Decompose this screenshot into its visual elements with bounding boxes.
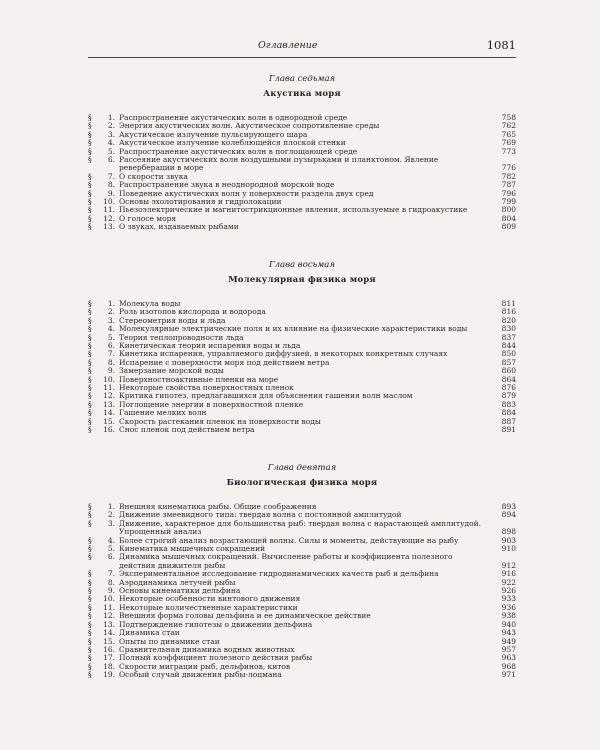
entry-page: 758 (501, 113, 516, 122)
entry-title: Пьезоэлектрические и магнитострикционные явления, используемые в гидроакустике (119, 205, 468, 215)
section-sign: § (88, 155, 92, 165)
entry-title: Распространение звука в неоднородной морской воде (119, 180, 335, 190)
entry-number: 18. (103, 661, 115, 671)
entry-title: Особый случай движения рыбы-лоцмана (119, 670, 282, 680)
chapter-title: Биологическая физика моря (226, 478, 378, 488)
entry-title: Динамика стаи (119, 628, 180, 638)
entry-number: 11. (103, 205, 115, 215)
entry-page: 963 (501, 653, 516, 663)
chapter-nine (88, 463, 516, 680)
entry-page: 949 (501, 636, 516, 646)
entry-page: 968 (501, 661, 516, 671)
entry-page: 837 (501, 332, 516, 342)
entry-number: 11. (103, 383, 115, 393)
entry-number: 1. (107, 299, 115, 308)
chapter-heading: Глава восьмая (268, 260, 336, 270)
section-sign: § (88, 315, 92, 325)
entry-page: 883 (501, 399, 516, 409)
entry-title: Снос пленок под действием ветра (119, 425, 255, 435)
entry-number: 8. (107, 357, 115, 367)
section-sign: § (88, 399, 92, 409)
entry-title: Подтверждение гипотезы о движении дельфина (119, 619, 313, 629)
entry-number: 13. (103, 399, 115, 409)
entry-page: 936 (501, 602, 516, 612)
toc-list (88, 503, 516, 680)
entry-title: Основы эхолотирования и гидролокации (119, 197, 282, 207)
section-sign: § (88, 602, 92, 612)
section-sign: § (88, 121, 92, 131)
entry-number: 16. (103, 644, 115, 654)
section-sign: § (88, 586, 92, 596)
chapter-heading: Глава седьмая (268, 74, 336, 84)
entry-page: 769 (501, 138, 516, 148)
entry-number: 10. (103, 594, 115, 604)
section-sign: § (88, 366, 92, 376)
section-sign: § (88, 357, 92, 367)
entry-title: О звуках, издаваемых рыбами (119, 222, 239, 232)
entry-page: 887 (501, 416, 516, 426)
section-sign: § (88, 636, 92, 646)
chapter-eight (88, 260, 516, 435)
section-sign: § (88, 628, 92, 638)
section-sign: § (88, 408, 92, 418)
entry-title: Кинетическая теория испарения воды и льда (119, 341, 301, 351)
entry-number: 3. (107, 518, 115, 528)
section-sign: § (88, 222, 92, 232)
entry-title: Кинетика испарения, управляемого диффузией, в некоторых конкретных случаях (119, 349, 448, 359)
entry-page: 922 (501, 577, 516, 587)
entry-page: 894 (501, 510, 516, 520)
section-sign: § (88, 205, 92, 215)
entry-page: 811 (501, 299, 516, 308)
chapter-title: Акустика моря (263, 89, 341, 99)
section-sign: § (88, 349, 92, 359)
entry-number: 3. (107, 315, 115, 325)
toc-list (88, 300, 516, 435)
section-sign: § (88, 518, 92, 528)
entry-number: 5. (107, 146, 115, 156)
section-sign: § (88, 383, 92, 393)
entry-title: Распространение акустических волн в однородной среде (119, 113, 348, 122)
entry-title: Кинематика мышечных сокращений (119, 544, 266, 554)
entry-title: Поверхностноактивные пленки на море (119, 374, 279, 384)
entry-title: О скорости звука (119, 171, 188, 181)
entry-page: 943 (501, 628, 516, 638)
entry-title: Некоторые особенности винтового движения (119, 594, 301, 604)
entry-title: Акустическое излучение колеблющейся плоской стенки (119, 138, 346, 148)
entry-page: 799 (501, 197, 516, 207)
entry-page: 804 (501, 213, 516, 223)
section-sign: § (88, 213, 92, 223)
entry-page: 765 (501, 129, 516, 139)
entry-page: 787 (501, 180, 516, 190)
toc-entry (88, 223, 516, 231)
entry-title: Скорости миграции рыб, дельфинов, китов (119, 661, 291, 671)
entry-title: Стереометрия воды и льда (119, 315, 226, 325)
entry-title: Сравнительная динамика водных животных (119, 644, 295, 654)
section-sign: § (88, 129, 92, 139)
entry-page: 864 (501, 374, 516, 384)
entry-title: Основы кинематики дельфина (119, 586, 241, 596)
entry-title: Испарение с поверхности моря под действием ветра (119, 357, 330, 367)
entry-number: 5. (107, 332, 115, 342)
entry-page: 940 (501, 619, 516, 629)
running-header (88, 40, 516, 56)
entry-page: 844 (501, 341, 516, 351)
section-sign: § (88, 594, 92, 604)
entry-number: 7. (107, 171, 115, 181)
entry-number: 17. (103, 653, 115, 663)
entry-number: 7. (107, 569, 115, 579)
entry-number: 4. (107, 138, 115, 148)
entry-page: 773 (501, 146, 516, 156)
entry-page: 850 (501, 349, 516, 359)
section-sign: § (88, 299, 92, 308)
section-sign: § (88, 661, 92, 671)
entry-number: 13. (103, 619, 115, 629)
entry-title: Аэродинамика летучей рыбы (119, 577, 236, 587)
entry-number: 19. (103, 670, 115, 680)
entry-page: 916 (501, 569, 516, 579)
toc-entry (88, 520, 516, 537)
section-sign: § (88, 180, 92, 190)
entry-number: 2. (107, 307, 115, 317)
entry-title: Скорость растекания пленок на поверхности воды (119, 416, 321, 426)
entry-number: 12. (103, 611, 115, 621)
section-sign: § (88, 341, 92, 351)
entry-title: Энергия акустических волн. Акустическое сопротивление среды (119, 121, 380, 131)
toc-list (88, 114, 516, 232)
entry-page: 938 (501, 611, 516, 621)
section-sign: § (88, 332, 92, 342)
entry-number: 12. (103, 213, 115, 223)
entry-page: 933 (501, 594, 516, 604)
toc-entry (88, 426, 516, 434)
section-sign: § (88, 644, 92, 654)
section-sign: § (88, 535, 92, 545)
toc-entry (88, 553, 516, 570)
entry-title: Движение, характерное для большинства рыб: твердая волна с нарастающей амплитудой. Упрощенный анализ (119, 518, 482, 537)
entry-number: 9. (107, 586, 115, 596)
entry-number: 6. (107, 155, 115, 165)
entry-title: Некоторые количественные характеристики (119, 602, 298, 612)
section-sign: § (88, 188, 92, 198)
entry-page: 971 (501, 670, 516, 680)
entry-number: 8. (107, 577, 115, 587)
entry-number: 8. (107, 180, 115, 190)
entry-title: Теория теплопроводности льда (119, 332, 244, 342)
entry-page: 876 (501, 383, 516, 393)
page-number: 1081 (486, 38, 516, 52)
entry-page: 800 (501, 205, 516, 215)
entry-title: Акустическое излучение пульсирующего шара (119, 129, 308, 139)
chapter-seven (88, 74, 516, 232)
entry-title: Опыты по динамике стаи (119, 636, 220, 646)
entry-number: 13. (103, 222, 115, 232)
toc-entry (88, 156, 516, 173)
entry-title: Динамика мышечных сокращений. Вычисление работы и коэффициента полезного действия движителя рыбы (119, 552, 453, 570)
entry-page: 912 (501, 560, 516, 570)
entry-number: 6. (107, 341, 115, 351)
entry-title: Более строгий анализ возрастающей волны. Силы и моменты, действующие на рыбу (119, 535, 459, 545)
entry-page: 782 (501, 171, 516, 181)
entry-number: 15. (103, 416, 115, 426)
entry-number: 15. (103, 636, 115, 646)
entry-page: 762 (501, 121, 516, 131)
entry-number: 1. (107, 113, 115, 122)
entry-title: Движение змеевидного типа: твердая волна с постоянной амплитудой (119, 510, 402, 520)
entry-title: Внешняя кинематика рыбы. Общие соображения (119, 502, 317, 511)
entry-title: Распространение акустических волн в поглощающей среде (119, 146, 358, 156)
section-sign: § (88, 569, 92, 579)
entry-number: 4. (107, 535, 115, 545)
entry-page: 879 (501, 391, 516, 401)
section-sign: § (88, 544, 92, 554)
entry-title: Гашение мелких волн (119, 408, 207, 418)
section-sign: § (88, 577, 92, 587)
entry-title: Молекулярные электрические поля и их влияние на физические характеристики воды (119, 324, 468, 334)
section-sign: § (88, 619, 92, 629)
chapter-title: Молекулярная физика моря (228, 275, 376, 285)
entry-page: 910 (501, 544, 516, 554)
entry-number: 10. (103, 374, 115, 384)
section-sign: § (88, 425, 92, 435)
entry-number: 2. (107, 121, 115, 131)
section-sign: § (88, 146, 92, 156)
entry-number: 6. (107, 552, 115, 562)
entry-page: 898 (501, 527, 516, 537)
entry-number: 11. (103, 602, 115, 612)
entry-title: Замерзание морской воды (119, 366, 224, 376)
entry-number: 3. (107, 129, 115, 139)
section-sign: § (88, 670, 92, 680)
entry-title: Внешняя форма головы дельфина и ее динамическое действие (119, 611, 371, 621)
section-sign: § (88, 653, 92, 663)
entry-number: 14. (103, 408, 115, 418)
header-rule (88, 57, 516, 58)
entry-number: 5. (107, 544, 115, 554)
entry-number: 1. (107, 502, 115, 511)
entry-title: Роль изотопов кислорода и водорода (119, 307, 266, 317)
entry-page: 809 (501, 222, 516, 232)
entry-page: 860 (501, 366, 516, 376)
entry-title: Молекула воды (119, 299, 181, 308)
entry-number: 4. (107, 324, 115, 334)
section-sign: § (88, 502, 92, 511)
section-sign: § (88, 307, 92, 317)
entry-title: Некоторые свойства поверхностных пленок (119, 383, 294, 393)
entry-page: 903 (501, 535, 516, 545)
entry-page: 957 (501, 644, 516, 654)
entry-page: 891 (501, 425, 516, 435)
section-sign: § (88, 197, 92, 207)
section-sign: § (88, 113, 92, 122)
entry-page: 884 (501, 408, 516, 418)
entry-number: 7. (107, 349, 115, 359)
entry-number: 2. (107, 510, 115, 520)
entry-title: Полный коэффициент полезного действия рыбы (119, 653, 313, 663)
section-sign: § (88, 510, 92, 520)
running-title: Оглавление (258, 40, 318, 51)
entry-number: 9. (107, 366, 115, 376)
entry-title: Поглощение энергии в поверхностной пленке (119, 399, 304, 409)
entry-page: 830 (501, 324, 516, 334)
entry-number: 9. (107, 188, 115, 198)
entry-page: 893 (501, 502, 516, 511)
entry-page: 796 (501, 188, 516, 198)
section-sign: § (88, 138, 92, 148)
entry-page: 926 (501, 586, 516, 596)
chapter-heading: Глава девятая (267, 463, 337, 473)
entry-page: 820 (501, 315, 516, 325)
section-sign: § (88, 391, 92, 401)
toc-entry (88, 671, 516, 679)
section-sign: § (88, 611, 92, 621)
entry-page: 857 (501, 357, 516, 367)
entry-page: 776 (501, 163, 516, 173)
section-sign: § (88, 171, 92, 181)
section-sign: § (88, 374, 92, 384)
entry-number: 12. (103, 391, 115, 401)
section-sign: § (88, 416, 92, 426)
section-sign: § (88, 552, 92, 562)
entry-title: О голосе моря (119, 213, 177, 223)
section-sign: § (88, 324, 92, 334)
entry-page: 816 (501, 307, 516, 317)
entry-title: Экспериментальное исследование гидродинамических качеств рыб и дельфина (119, 569, 439, 579)
entry-title: Критика гипотез, предлагавшихся для объяснения гашения волн маслом (119, 391, 413, 401)
entry-title: Рассеяние акустических волн воздушными пузырьками и планктоном. Явление реверберации в море (119, 155, 439, 173)
entry-title: Поведение акустических волн у поверхности раздела двух сред (119, 188, 374, 198)
entry-number: 14. (103, 628, 115, 638)
entry-number: 10. (103, 197, 115, 207)
entry-number: 16. (103, 425, 115, 435)
